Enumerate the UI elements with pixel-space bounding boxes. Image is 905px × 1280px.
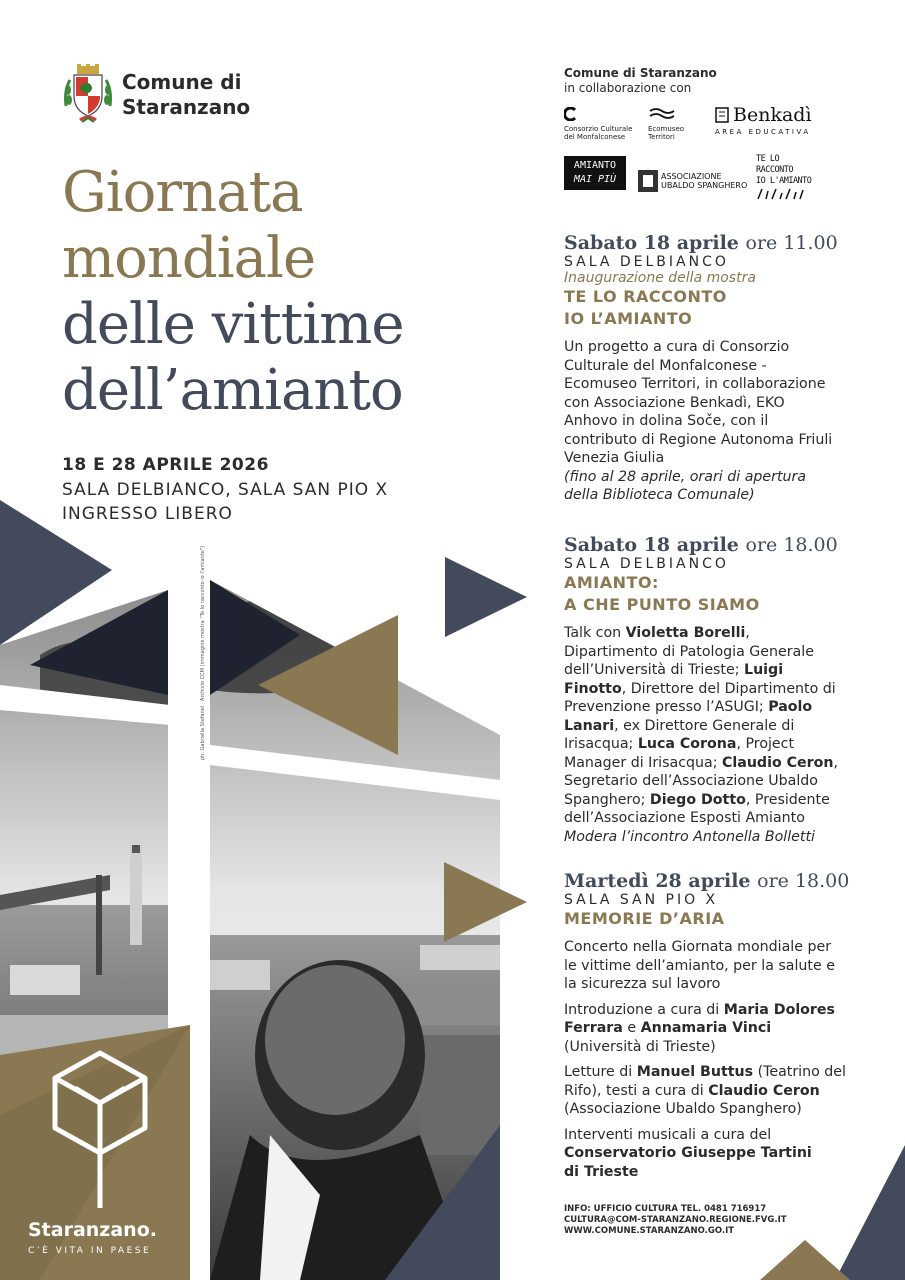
partner-ecomuseo bbox=[648, 106, 698, 141]
consorzio-icon bbox=[564, 107, 578, 121]
event-2-moderator: Modera l’incontro Antonella Bolletti bbox=[564, 828, 815, 845]
event-dates: 18 E 28 APRILE 2026 bbox=[62, 455, 269, 475]
speaker-role: , Direttore del Dipartimento di Prevenzione presso l’ASUGI; bbox=[564, 680, 836, 715]
event-3-time: ore 18.00 bbox=[757, 870, 850, 892]
talk-intro: Talk con bbox=[564, 625, 626, 641]
venues-line: SALA DELBIANCO, SALA SAN PIO X bbox=[62, 480, 389, 500]
info-website: WWW.COMUNE.STARANZANO.GO.IT bbox=[564, 1226, 735, 1236]
spanghero-line2: UBALDO SPANGHERO bbox=[661, 181, 748, 190]
event-3-music bbox=[564, 1126, 824, 1182]
speaker-name: Luca Corona bbox=[637, 736, 737, 752]
spanghero-line1: ASSOCIAZIONE bbox=[661, 172, 722, 181]
partner-amianto-mai-piu bbox=[564, 156, 626, 190]
event-1-time: ore 11.00 bbox=[745, 232, 838, 254]
event-2-place: SALA DELBIANCO bbox=[564, 556, 729, 572]
readings-text: Letture di bbox=[564, 1064, 637, 1080]
event-3-introduction bbox=[564, 1001, 849, 1057]
brand-name: Staranzano. bbox=[28, 1219, 157, 1241]
event-3-description: Concerto nella Giornata mondiale per le vittime dell’amianto, per la salute e la sicurezza sul lavoro bbox=[564, 939, 835, 992]
event-1-title-line1: TE LO RACCONTO bbox=[564, 287, 727, 306]
event-2-time: ore 18.00 bbox=[745, 534, 838, 556]
speaker-role: , Project Manager di Irisacqua; bbox=[564, 736, 795, 771]
racconto-line1: TE LO RACCONTO bbox=[756, 154, 793, 175]
title-line1: Giornata bbox=[62, 160, 303, 225]
event-1-title-line2: IO L’AMIANTO bbox=[564, 309, 693, 328]
event-2-speakers bbox=[564, 624, 839, 828]
comune-line2: Staranzano bbox=[122, 95, 251, 119]
amianto-mai-piu-line1: AMIANTO bbox=[573, 160, 617, 171]
event-3-readings bbox=[564, 1063, 854, 1119]
speaker-name: Violetta Borelli bbox=[625, 625, 746, 641]
event-1-note: (fino al 28 aprile, orari di apertura della Biblioteca Comunale) bbox=[564, 468, 807, 503]
event-1-heading bbox=[564, 232, 884, 254]
event-2-day: Sabato 18 aprile bbox=[564, 534, 739, 556]
amianto-mai-piu-line2: MAI PIÙ bbox=[573, 174, 617, 185]
info-email: CULTURA@COM-STARANZANO.REGIONE.FVG.IT bbox=[564, 1215, 787, 1225]
partner-benkadi-label: Benkadì bbox=[733, 104, 812, 126]
speaker-name: Claudio Ceron bbox=[708, 1082, 820, 1099]
event-3-place: SALA SAN PIO X bbox=[564, 892, 719, 908]
speaker-name: Paolo Lanari bbox=[564, 699, 813, 734]
partner-consorzio-label: Consorzio Culturale del Monfalconese bbox=[564, 125, 633, 141]
event-3-day: Martedì 28 aprile bbox=[564, 870, 751, 892]
spanghero-icon bbox=[638, 170, 658, 192]
speaker-role: , Presidente dell’Associazione Esposti Amianto bbox=[564, 791, 830, 826]
event-3 bbox=[564, 870, 884, 1181]
event-2-title-line2: A CHE PUNTO SIAMO bbox=[564, 595, 760, 614]
partner-consorzio bbox=[564, 106, 644, 141]
collaboration-header bbox=[564, 66, 717, 96]
speaker-name: Diego Dotto bbox=[649, 791, 746, 808]
partner-spanghero bbox=[638, 170, 747, 192]
racconto-line2: IO L'AMIANTO bbox=[756, 176, 812, 186]
event-1-place: SALA DELBIANCO bbox=[564, 254, 729, 270]
title-line2: mondiale bbox=[62, 226, 316, 291]
conservatory-name: Conservatorio Giuseppe Tartini di Trieste bbox=[564, 1145, 812, 1180]
event-2-title-line1: AMIANTO: bbox=[564, 573, 659, 592]
collab-org: Comune di Staranzano bbox=[564, 66, 717, 80]
brand-tagline: C’È VITA IN PAESE bbox=[28, 1246, 152, 1256]
speaker-role: , ex Direttore Generale di Irisacqua; bbox=[564, 717, 795, 752]
partner-ecomuseo-label: Ecomuseo Territori bbox=[648, 125, 685, 141]
speaker-role: , Segretario dell’Associazione Ubaldo Spanghero; bbox=[564, 754, 839, 808]
speaker-role: , Dipartimento di Patologia Generale dell’Università di Trieste; bbox=[564, 625, 814, 678]
event-1-subtitle: Inaugurazione della mostra bbox=[564, 270, 756, 286]
municipal-crest-icon bbox=[60, 62, 116, 128]
event-1-description: Un progetto a cura di Consorzio Culturale del Monfalconese - Ecomuseo Territori, in collaborazione con Associazione Benkadì, EKO Anhovo in dolina Soče, con il contributo di Regione Autonoma Friuli Venezia Giulia bbox=[564, 339, 833, 466]
entry-line: INGRESSO LIBERO bbox=[62, 504, 233, 524]
tree-cube-logo-icon bbox=[45, 1048, 155, 1213]
event-1-day: Sabato 18 aprile bbox=[564, 232, 739, 254]
speaker-name: Annamaria Vinci bbox=[640, 1020, 772, 1036]
partner-te-lo-racconto bbox=[756, 154, 816, 205]
readings-affiliation: (Associazione Ubaldo Spanghero) bbox=[564, 1101, 802, 1117]
music-text: Interventi musicali a cura del bbox=[564, 1126, 772, 1143]
ecomuseo-wave-icon bbox=[648, 107, 676, 121]
speaker-name: Luigi Finotto bbox=[564, 662, 784, 697]
contact-info bbox=[564, 1204, 787, 1237]
page-title bbox=[62, 160, 532, 424]
comune-name bbox=[122, 70, 322, 120]
title-line4: dell’amianto bbox=[62, 358, 403, 423]
partner-benkadi bbox=[715, 104, 825, 136]
info-phone: INFO: UFFICIO CULTURA TEL. 0481 716917 bbox=[564, 1204, 767, 1214]
racconto-marks-icon bbox=[756, 187, 806, 201]
event-3-heading bbox=[564, 870, 884, 892]
collab-with: in collaborazione con bbox=[564, 81, 692, 95]
intro-text: Introduzione a cura di bbox=[564, 1001, 724, 1018]
event-3-title: MEMORIE D’ARIA bbox=[564, 909, 725, 928]
comune-line1: Comune di bbox=[122, 70, 242, 94]
readings-text-2: (Teatrino del Rifo), testi a cura di bbox=[564, 1064, 846, 1099]
speaker-name: Claudio Ceron bbox=[721, 754, 834, 771]
intro-affiliation: (Università di Trieste) bbox=[564, 1038, 716, 1055]
title-line3: delle vittime bbox=[62, 292, 404, 357]
speaker-name: Manuel Buttus bbox=[636, 1064, 754, 1080]
event-1 bbox=[564, 232, 884, 505]
event-2 bbox=[564, 534, 884, 846]
speaker-name: Maria Dolores Ferrara bbox=[564, 1001, 835, 1036]
intro-and: e bbox=[622, 1020, 641, 1036]
event-2-heading bbox=[564, 534, 884, 556]
photo-credit: ph. Gabriella Stefanel · Archivio CCM (immagine mostra “Te lo racconto io l’amianto”) bbox=[200, 545, 206, 760]
partner-benkadi-sub: AREA EDUCATIVA bbox=[715, 128, 811, 136]
benkadi-icon bbox=[715, 106, 729, 124]
